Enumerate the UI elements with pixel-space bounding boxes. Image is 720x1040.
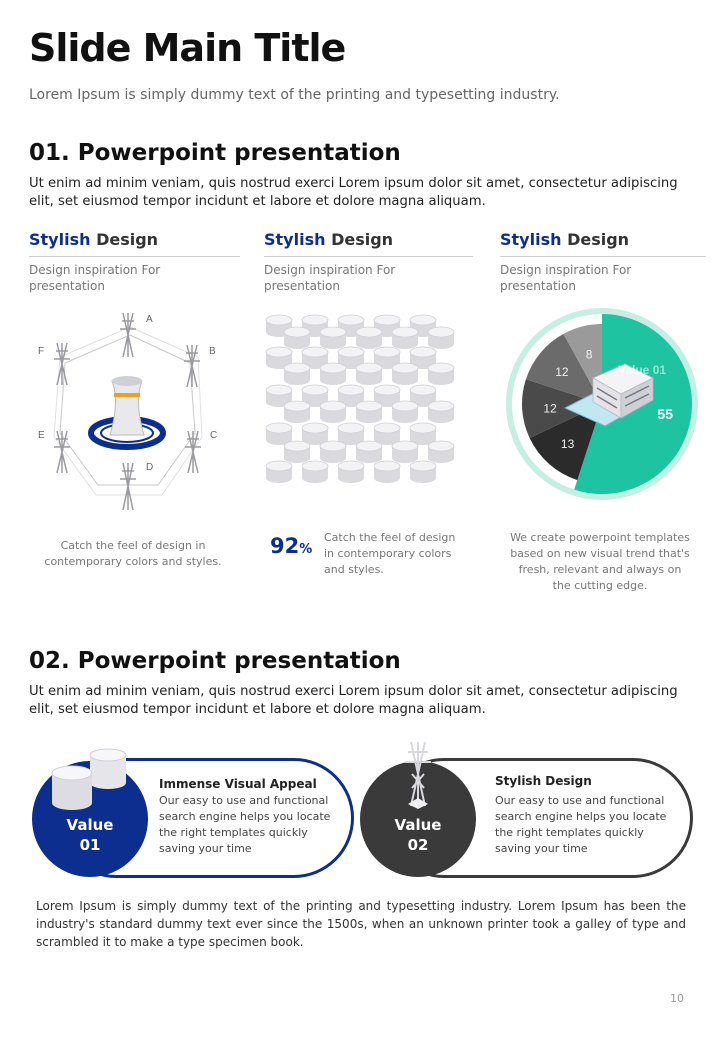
card-2-value-line1: Value: [394, 816, 442, 834]
pie-slice-label: 12: [543, 401, 557, 416]
column-1-heading-rest: Design: [96, 230, 159, 249]
column-3-heading-accent: Stylish: [500, 230, 562, 249]
column-3-caption: We create powerpoint templates based on new visual trend that's fresh, relevant and always on the cutting edge.: [510, 531, 690, 592]
page-title: Slide Main Title: [29, 26, 346, 70]
column-1-subheading: Design inspiration For presentation: [29, 263, 161, 293]
column-2-divider: [264, 256, 473, 257]
pie-chart: [505, 308, 700, 503]
section2-body: Ut enim ad minim veniam, quis nostrud exerci Lorem ipsum dolor sit amet, consectetur adipiscing elit, set eiusmod tempor incidunt et labore et dolore magna aliquam.: [29, 684, 678, 717]
percentage-number: 92: [270, 534, 300, 558]
card-1-value-line1: Value: [66, 816, 114, 834]
column-3-heading-rest: Design: [567, 230, 630, 249]
card-1-value-line2: 01: [79, 836, 101, 854]
section1-body: Ut enim ad minim veniam, quis nostrud exerci Lorem ipsum dolor sit amet, consectetur adipiscing elit, set eiusmod tempor incidunt et labore et dolore magna aliquam.: [29, 176, 678, 209]
label-a: A: [146, 314, 153, 325]
tank-icon: [50, 745, 130, 815]
column-3-heading: [500, 230, 706, 249]
label-f: F: [38, 346, 45, 357]
column-1-caption: Catch the feel of design in contemporary colors and styles.: [44, 539, 222, 568]
column-1-divider: [29, 256, 240, 257]
label-e: E: [38, 430, 45, 441]
page-subtitle: Lorem Ipsum is simply dummy text of the printing and typesetting industry.: [29, 87, 560, 103]
card-1-text: Our easy to use and functional search engine helps you locate the right templates quickly saving your time: [159, 794, 331, 855]
percentage-value: [270, 534, 312, 558]
storage-tanks-illustration: [262, 312, 467, 502]
page-number: 10: [670, 992, 684, 1005]
column-3: [500, 230, 706, 294]
column-2: [264, 230, 473, 294]
card-2-title: Stylish Design: [495, 774, 592, 788]
card-2-text: Our easy to use and functional search engine helps you locate the right templates quickly saving your time: [495, 794, 667, 855]
pie-slice-label: 13: [560, 437, 575, 452]
column-1: [29, 230, 240, 294]
column-1-heading-accent: Stylish: [29, 230, 91, 249]
column-2-heading-rest: Design: [331, 230, 394, 249]
section2-title: 02. Powerpoint presentation: [29, 648, 401, 674]
column-2-heading: [264, 230, 473, 249]
column-2-caption: Catch the feel of design in contemporary colors and styles.: [324, 531, 456, 576]
column-3-divider: [500, 256, 706, 257]
card-2-value-line2: 02: [407, 836, 429, 854]
section1-title: 01. Powerpoint presentation: [29, 140, 401, 166]
label-c: C: [210, 430, 218, 441]
label-d: D: [146, 462, 154, 473]
column-2-heading-accent: Stylish: [264, 230, 326, 249]
pie-slice-label: 8: [585, 347, 593, 362]
power-station-illustration: [30, 305, 240, 520]
label-b: B: [209, 346, 216, 357]
pie-highlight-label: Value 01: [618, 363, 667, 377]
pie-slice-label: 12: [555, 364, 569, 379]
card-1-title: Immense Visual Appeal: [159, 777, 317, 791]
pie-slice-label: 55: [657, 406, 674, 423]
column-2-subheading: Design inspiration For presentation: [264, 263, 396, 293]
column-3-subheading: Design inspiration For presentation: [500, 263, 632, 293]
column-1-heading: [29, 230, 240, 249]
percentage-sign: %: [299, 542, 313, 557]
footer-paragraph: Lorem Ipsum is simply dummy text of the printing and typesetting industry. Lorem Ipsum has been the industry's standard dummy text ever since the 1500s, when an unknown printer took a galley of type and scrambled it to make a type specimen book.: [36, 899, 686, 949]
pylon-icon: [400, 740, 436, 810]
